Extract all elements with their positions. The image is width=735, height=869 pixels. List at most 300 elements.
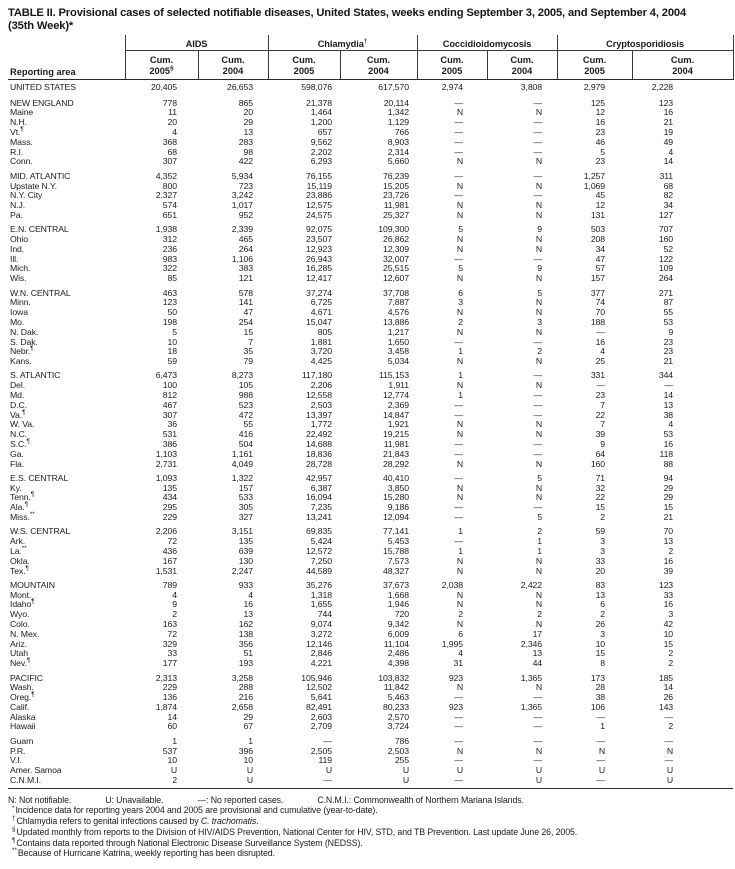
cell: 416 [238, 429, 253, 440]
cell: 3,808 [520, 82, 543, 93]
cell: 3,151 [231, 526, 253, 537]
cell: 15 [243, 326, 253, 337]
footnote-marker: ** [12, 847, 17, 855]
footnote-marker: † [363, 38, 368, 46]
cell: 29 [243, 117, 253, 128]
cell: — [533, 117, 543, 128]
cell: 80,233 [383, 701, 410, 712]
cell: 26 [663, 692, 674, 703]
cell: 118 [659, 448, 674, 459]
cell: 7 [600, 399, 606, 410]
cell: — [454, 502, 464, 513]
cell: N [456, 565, 464, 576]
cell: 12,572 [306, 545, 332, 556]
cell: 18,836 [306, 448, 332, 459]
cell: 79 [243, 356, 253, 367]
cell: 1,257 [583, 170, 606, 181]
table-row [8, 469, 733, 483]
cell: 1,365 [520, 672, 543, 683]
cell: N [456, 356, 464, 367]
cell: — [454, 512, 464, 523]
cell: 141 [238, 297, 253, 308]
cell: — [533, 97, 543, 108]
cell: 434 [162, 492, 177, 503]
cell: 744 [317, 609, 332, 620]
footnote-marker: § [12, 825, 16, 833]
cell: 1,874 [155, 701, 177, 712]
row-label: Vt.¶ [10, 126, 24, 138]
cell: 16,094 [306, 492, 332, 503]
cell: 23,726 [383, 190, 410, 201]
column-header [198, 51, 268, 80]
row-label: Del. [10, 380, 26, 391]
table-row [8, 703, 733, 713]
table-header [8, 35, 733, 80]
cell: — [533, 370, 543, 381]
cell: 69,835 [306, 526, 332, 537]
cell: 1,881 [310, 336, 332, 347]
cell: 11,104 [383, 638, 410, 649]
cell: 48,327 [383, 565, 410, 576]
cell: 119 [318, 755, 332, 766]
cell: 115,153 [378, 370, 410, 381]
cell: — [664, 711, 674, 722]
footnote: †Chlamydia refers to genital infections caused by C. trachomatis. [12, 815, 259, 827]
cell: — [454, 117, 464, 128]
table-row [8, 669, 733, 683]
footnote-marker: ** [21, 545, 27, 553]
cell: N [535, 107, 543, 118]
cell: 12 [595, 200, 606, 211]
cell: N [535, 209, 543, 220]
cell: 4 [172, 127, 177, 138]
cell: 4 [600, 346, 606, 357]
cell: 34 [595, 243, 606, 254]
cell: 800 [162, 180, 177, 191]
row-label: Idaho¶ [10, 598, 35, 610]
cell: 6,293 [310, 156, 332, 167]
cell: 4 [668, 419, 674, 430]
cell: 3 [600, 545, 606, 556]
cell: 271 [658, 287, 674, 298]
footnote: **Because of Hurricane Katrina, weekly reporting has been disrupted. [12, 847, 275, 859]
table-row [8, 391, 733, 401]
cell: 16 [663, 438, 674, 449]
cell: 44 [532, 658, 543, 669]
cell: 5 [537, 287, 543, 298]
column-header-year: 2005 [293, 65, 315, 76]
cell: 331 [590, 370, 606, 381]
cell: 39 [595, 429, 606, 440]
cell: 229 [162, 682, 177, 693]
cell: 467 [162, 399, 177, 410]
cell: N [456, 107, 464, 118]
cell: 18 [167, 346, 177, 357]
cell: 20 [595, 565, 606, 576]
cell: 13 [532, 648, 543, 659]
cell: 21,843 [383, 448, 410, 459]
cell: 160 [658, 234, 674, 245]
cell: 10 [243, 755, 253, 766]
table-row [8, 591, 733, 601]
cell: 51 [243, 648, 253, 659]
cell: 32,007 [383, 253, 410, 264]
cell: 7,235 [310, 502, 332, 513]
cell: 13 [243, 609, 253, 620]
cell: 723 [238, 180, 253, 191]
table-row [8, 620, 733, 630]
cell: N [456, 326, 464, 337]
cell: 4,425 [310, 356, 332, 367]
cell: 20,114 [383, 97, 410, 108]
cell: 82 [663, 190, 674, 201]
cell: 533 [238, 492, 253, 503]
cell: 2,314 [387, 146, 410, 157]
cell: 9 [668, 326, 674, 337]
cell: 1 [458, 545, 464, 556]
table-row [8, 94, 733, 108]
cell: 9,186 [387, 502, 410, 513]
cell: N [456, 380, 464, 391]
row-label: W. Va. [10, 419, 35, 430]
cell: 4,049 [231, 458, 253, 469]
row-label: Alaska [10, 711, 36, 722]
row-label: La.** [10, 545, 27, 556]
column-header-year: 2004 [368, 65, 389, 76]
cell: 4,671 [310, 307, 332, 318]
cell: 106 [590, 701, 606, 712]
cell: 236 [162, 243, 177, 254]
cell: — [533, 448, 543, 459]
cell: 13 [595, 589, 606, 600]
cell: 2,339 [231, 224, 253, 235]
cell: — [454, 399, 464, 410]
cell: 17 [532, 628, 543, 639]
cell: 4,221 [310, 658, 332, 669]
table-row [8, 191, 733, 201]
cell: 812 [162, 389, 177, 400]
cell: 64 [595, 448, 606, 459]
row-label: Okla. [10, 555, 30, 566]
cell: 33 [595, 555, 606, 566]
row-label: N. Mex. [10, 628, 40, 639]
cell: 2,503 [310, 399, 332, 410]
cell: U [487, 776, 557, 788]
cell: 283 [238, 136, 253, 147]
cell: 1,318 [310, 589, 332, 600]
cell: U [170, 765, 177, 776]
cell: 2 [537, 609, 543, 620]
row-label: S. ATLANTIC [10, 370, 61, 381]
cell: — [268, 776, 340, 788]
column-header-year: 2005 [584, 65, 605, 76]
cell: 31 [453, 658, 464, 669]
cell: — [533, 253, 543, 264]
table-row [8, 138, 733, 148]
cell: N [535, 555, 543, 566]
cell: — [533, 711, 543, 722]
row-label: N.Y. City [10, 190, 43, 201]
row-label: Ga. [10, 448, 24, 459]
cell: 422 [238, 156, 253, 167]
cell: 3 [600, 536, 606, 547]
row-label: Hawaii [10, 721, 36, 732]
cell: 1,946 [387, 599, 410, 610]
cell: 1,342 [387, 107, 410, 118]
cell: 60 [167, 721, 177, 732]
cell: 1 [172, 735, 177, 746]
cell: — [417, 776, 487, 788]
cell: 5,424 [310, 536, 332, 547]
cell: 1 [537, 536, 543, 547]
cell: 13 [663, 536, 674, 547]
cell: 1,772 [310, 419, 332, 430]
cell: — [454, 97, 464, 108]
footnote-list [8, 805, 735, 859]
cell: 23,886 [306, 190, 332, 201]
footnote-marker: † [12, 815, 16, 823]
cell: N [535, 356, 543, 367]
cell: — [596, 380, 606, 391]
cell: 537 [162, 745, 177, 756]
cell: 57 [595, 263, 606, 274]
table-row [8, 776, 733, 788]
cell: 14 [167, 711, 177, 722]
column-header-cum: Cum. [221, 55, 245, 66]
cell: 14,847 [383, 409, 410, 420]
cell: — [533, 409, 543, 420]
column-header-year: 2004 [511, 65, 533, 76]
cell: 157 [238, 482, 253, 493]
table-row [8, 211, 733, 221]
cell: 1,069 [583, 180, 606, 191]
cell: 50 [167, 307, 177, 318]
cell: 1,129 [387, 117, 410, 128]
row-label: Ind. [10, 243, 25, 254]
cell: 1,217 [387, 326, 410, 337]
cell: — [533, 336, 543, 347]
cell: 8,903 [387, 136, 410, 147]
cell: 92,075 [306, 224, 332, 235]
table-body [8, 80, 733, 788]
cell: — [454, 536, 464, 547]
cell: — [533, 502, 543, 513]
table-row [8, 567, 733, 577]
cell: — [533, 136, 543, 147]
cell: N [535, 745, 543, 756]
cell: 15 [595, 648, 606, 659]
cell: 657 [317, 127, 332, 138]
cell: 436 [162, 545, 177, 556]
cell: 20 [167, 117, 177, 128]
cell: 28 [595, 682, 606, 693]
footnote-marker: ¶ [20, 126, 24, 134]
column-group-header: Coccidioidomycosis [417, 35, 557, 51]
column-header-year: 2004 [222, 65, 244, 76]
cell: 617,570 [378, 82, 410, 93]
cell: 2 [172, 609, 177, 620]
cell: — [596, 735, 606, 746]
cell: 1 [537, 545, 543, 556]
cell: 9,562 [310, 136, 332, 147]
cell: 2,974 [441, 82, 464, 93]
cell: 1,655 [310, 599, 332, 610]
cell: 264 [658, 273, 674, 284]
cell: — [533, 692, 543, 703]
row-label: D.C. [10, 399, 27, 410]
cell: U [325, 765, 332, 776]
cell: 136 [162, 692, 177, 703]
cell: — [533, 438, 543, 449]
cell: 707 [658, 224, 674, 235]
table-title-line1: TABLE II. Provisional cases of selected notifiable diseases, United States, weeks ending September 3, 2005, and September 4, 2004 [8, 7, 687, 19]
row-label: S. Dak. [10, 336, 38, 347]
cell: 4 [172, 589, 177, 600]
cell: 805 [317, 326, 332, 337]
cell: 33 [167, 648, 177, 659]
cell: — [454, 190, 464, 201]
cell: N [456, 234, 464, 245]
cell: 193 [238, 658, 253, 669]
cell: 3 [458, 297, 464, 308]
table-row [8, 557, 733, 567]
cell: 53 [663, 316, 674, 327]
cell: 26 [595, 619, 606, 630]
cell: — [533, 127, 543, 138]
row-label: W.S. CENTRAL [10, 526, 71, 537]
cell: 130 [238, 555, 253, 566]
cell: 46 [595, 136, 606, 147]
cell: — [533, 170, 543, 181]
table-row [8, 318, 733, 328]
cell: 82,491 [306, 701, 332, 712]
cell: N [456, 458, 464, 469]
cell: 19 [663, 127, 674, 138]
cell: 15,119 [306, 180, 332, 191]
row-label: PACIFIC [10, 672, 43, 683]
cell: 2,658 [231, 701, 253, 712]
cell: 1,322 [231, 472, 253, 483]
cell: 10 [595, 638, 606, 649]
cell: 3,720 [310, 346, 332, 357]
cell: 11 [168, 107, 177, 118]
cell: — [454, 409, 464, 420]
cell: 2 [600, 512, 606, 523]
cell: 21 [663, 117, 674, 128]
row-label: Nebr.¶ [10, 345, 34, 357]
cell: 1 [458, 370, 464, 381]
cell: 11,842 [383, 682, 410, 693]
row-label: Md. [10, 389, 25, 400]
table-row [8, 182, 733, 192]
cell: 42,957 [306, 472, 332, 483]
table-row [8, 298, 733, 308]
cell: N [456, 307, 464, 318]
row-label: Ky. [10, 482, 22, 493]
row-label: W.N. CENTRAL [10, 287, 71, 298]
cell: 2 [668, 648, 674, 659]
cell: 4,398 [387, 658, 410, 669]
cell: 578 [238, 287, 253, 298]
cell: 1,995 [441, 638, 464, 649]
cell: 208 [590, 234, 606, 245]
column-header-year: 2005§ [149, 64, 174, 76]
cell: 6 [458, 287, 464, 298]
cell: N [456, 682, 464, 693]
cell: 55 [243, 419, 253, 430]
cell: 7,573 [387, 555, 410, 566]
footnote-marker: ¶ [31, 598, 35, 606]
cell: 14 [663, 682, 674, 693]
cell: 25,327 [383, 209, 410, 220]
table-row [8, 756, 733, 766]
table-row [8, 659, 733, 669]
cell: — [454, 170, 464, 181]
cell: 463 [162, 287, 177, 298]
cell: 5,034 [387, 356, 410, 367]
row-label: Nev.¶ [10, 657, 31, 669]
cell: 386 [162, 438, 177, 449]
cell: 12,094 [383, 512, 410, 523]
row-label: MOUNTAIN [10, 579, 55, 590]
cell: 109 [658, 263, 674, 274]
cell: 6 [458, 628, 464, 639]
cell: 28,292 [383, 458, 410, 469]
legend-item: —: No reported cases. [197, 794, 284, 805]
cell: 35 [243, 346, 253, 357]
table-row [8, 221, 733, 235]
cell: 2,206 [310, 380, 332, 391]
table-row [8, 430, 733, 440]
table-row [8, 157, 733, 167]
table-row [8, 537, 733, 547]
cell: 16 [243, 599, 253, 610]
cell: 2 [537, 526, 543, 537]
cell: 14 [663, 156, 674, 167]
cell: 465 [238, 234, 253, 245]
cell: 5 [458, 263, 464, 274]
cell: 22,492 [306, 429, 332, 440]
cell: 988 [238, 389, 253, 400]
table-row [8, 128, 733, 138]
cell: 3,258 [231, 672, 253, 683]
cell: 9,074 [310, 619, 332, 630]
legend-line [8, 795, 735, 806]
cell: 37,274 [306, 287, 332, 298]
cell: 1,938 [155, 224, 177, 235]
row-label: Guam [10, 735, 34, 746]
cell: 12,607 [383, 273, 410, 284]
cell: 5 [537, 512, 543, 523]
cell: 188 [590, 316, 606, 327]
cell: 16 [663, 107, 674, 118]
row-label: E.S. CENTRAL [10, 472, 69, 483]
row-label: C.N.M.I. [8, 776, 125, 788]
cell: 2,369 [387, 399, 410, 410]
cell: — [454, 438, 464, 449]
column-header-cum: Cum. [670, 55, 695, 66]
cell: 138 [238, 628, 253, 639]
footnote-marker: ¶ [31, 691, 35, 699]
cell: 70 [663, 526, 674, 537]
cell: 5 [537, 472, 543, 483]
cell: — [454, 472, 464, 483]
row-label: N.C. [10, 429, 27, 440]
cell: 288 [238, 682, 253, 693]
row-label: Mont. [10, 589, 32, 600]
cell: 38 [595, 692, 606, 703]
cell: 356 [238, 638, 253, 649]
